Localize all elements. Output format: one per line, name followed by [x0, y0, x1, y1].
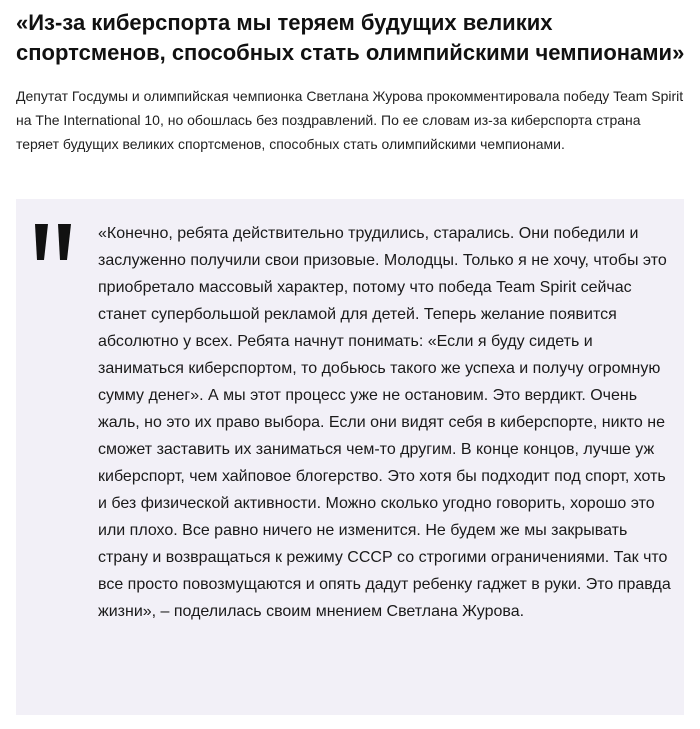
- article: [16, 8, 686, 156]
- article-lead: Депутат Госдумы и олимпийская чемпионка Светлана Журова прокомментировала победу Team Spirit на The International 10, но обошлась без поздравлений. По ее словам из-за киберспорта страна теряет будущих великих спортсменов, способных стать олимпийскими чемпионами.: [16, 88, 684, 152]
- article-headline: «Из-за киберспорта мы теряем будущих великих спортсменов, способных стать олимпийскими чемпионами»: [16, 10, 685, 65]
- quote-text: «Конечно, ребята действительно трудились, старались. Они победили и заслуженно получили свои призовые. Молодцы. Только я не хочу, чтобы это приобретало массовый характер, потому что победа Team Spirit сейчас станет супербольшой рекламой для детей. Теперь желание появится абсолютно у всех. Ребята начнут понимать: «Если я буду сидеть и заниматься киберспортом, то добьюсь такого же успеха и получу огромную сумму денег». А мы этот процесс уже не остановим. Это вердикт. Очень жаль, но это их право выбора. Если они видят себя в киберспорте, никто не сможет заставить их заниматься чем-то другим. В конце концов, лучше уж киберспорт, чем хайповое блогерство. Это хотя бы подходит под спорт, хоть и без физической активности. Можно сколько угодно говорить, хорошо это или плохо. Все равно ничего не изменится. Не будем же мы закрывать страну и возвращаться к режиму СССР со строгими ограничениями. Так что все просто повозмущаются и опять дадут ребенку гаджет в руки. Это правда жизни», – поделилась своим мнением Светлана Журова.: [98, 225, 671, 620]
- quotation-mark-icon: [32, 224, 76, 260]
